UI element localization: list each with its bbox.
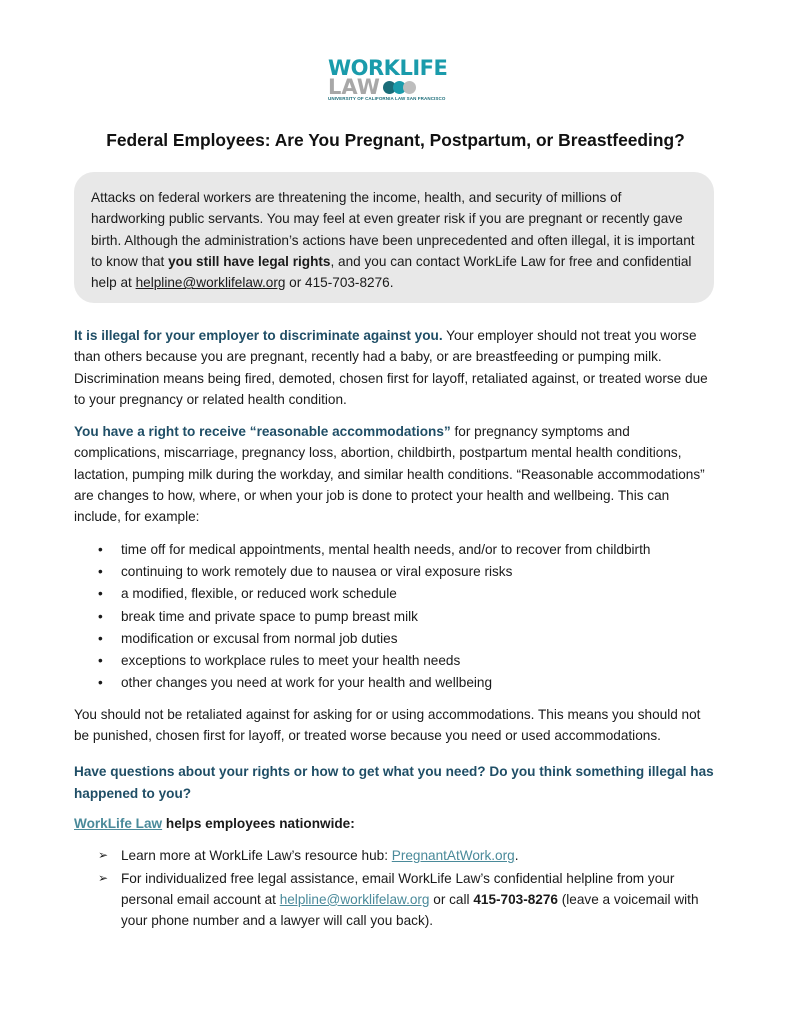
list-item: • exceptions to workplace rules to meet your health needs bbox=[74, 650, 719, 671]
main-content bbox=[74, 325, 719, 941]
accommodations-list bbox=[74, 539, 719, 694]
worklife-law-link[interactable]: WorkLife Law bbox=[74, 815, 163, 831]
list-item: • continuing to work remotely due to nausea or viral exposure risks bbox=[74, 561, 719, 582]
org-line: WorkLife Law helps employees nationwide: bbox=[74, 815, 355, 831]
worklife-law-logo bbox=[328, 58, 468, 102]
logo-circles-icon bbox=[386, 81, 416, 94]
list-item: • other changes you need at work for your health and wellbeing bbox=[74, 672, 719, 693]
list-item: ➢ For individualized free legal assistance, email WorkLife Law’s confidential helpline from your personal email account at helpline@worklifelaw.org or call 415-703-8276 (leave a voicemail with your phone number and a lawyer will call you back). bbox=[74, 868, 719, 932]
helpline-email-link[interactable]: helpline@worklifelaw.org bbox=[279, 891, 430, 907]
list-item: • time off for medical appointments, mental health needs, and/or to recover from childbirth bbox=[74, 539, 719, 560]
logo-law: LAW bbox=[328, 78, 468, 96]
help-list bbox=[74, 845, 719, 931]
list-item: • a modified, flexible, or reduced work schedule bbox=[74, 583, 719, 604]
logo-tagline: UNIVERSITY OF CALIFORNIA LAW SAN FRANCISCO bbox=[328, 96, 446, 101]
retaliation-paragraph: You should not be retaliated against for asking for or using accommodations. This means you should not be punished, chosen first for layoff, or treated worse because you need or used accommodations. bbox=[74, 706, 701, 744]
list-item: • modification or excusal from normal job duties bbox=[74, 628, 719, 649]
help-heading: Have questions about your rights or how to get what you need? Do you think something illegal has happened to you? bbox=[74, 764, 714, 801]
discrimination-paragraph: It is illegal for your employer to discriminate against you. Your employer should not treat you worse than others because you are pregnant, recently had a baby, or are breastfeeding or pumping milk. Discrimination means being fired, demoted, chosen first for layoff, retaliated against, or treated worse due to your pregnancy or related health condition. bbox=[74, 328, 708, 407]
logo-worklife: WORKLIFE bbox=[328, 56, 448, 80]
intro-box: Attacks on federal workers are threatening the income, health, and security of millions of hardworking public servants. You may feel at even greater risk if you are pregnant or recently gave birth. Although the administration’s actions have been unprecedented and often illegal, it is important to know that you still have legal rights, and you can contact WorkLife Law for free and confidential help at helpline@worklifelaw.org or 415-703-8276. bbox=[74, 172, 714, 303]
list-item: ➢ Learn more at WorkLife Law’s resource hub: PregnantAtWork.org. bbox=[74, 845, 719, 866]
intro-email-link[interactable]: helpline@worklifelaw.org bbox=[135, 275, 286, 291]
pregnantatwork-link[interactable]: PregnantAtWork.org bbox=[391, 848, 515, 864]
accommodations-paragraph: You have a right to receive “reasonable accommodations” for pregnancy symptoms and complications, miscarriage, pregnancy loss, abortion, childbirth, postpartum mental health conditions, lactation, pumping milk during the workday, and similar health conditions. “Reasonable accommodations” are changes to how, where, or when your job is done to protect your health and wellbeing. This can include, for example: bbox=[74, 424, 705, 525]
page-title: Federal Employees: Are You Pregnant, Postpartum, or Breastfeeding? bbox=[106, 130, 685, 150]
list-item: • break time and private space to pump breast milk bbox=[74, 606, 719, 627]
